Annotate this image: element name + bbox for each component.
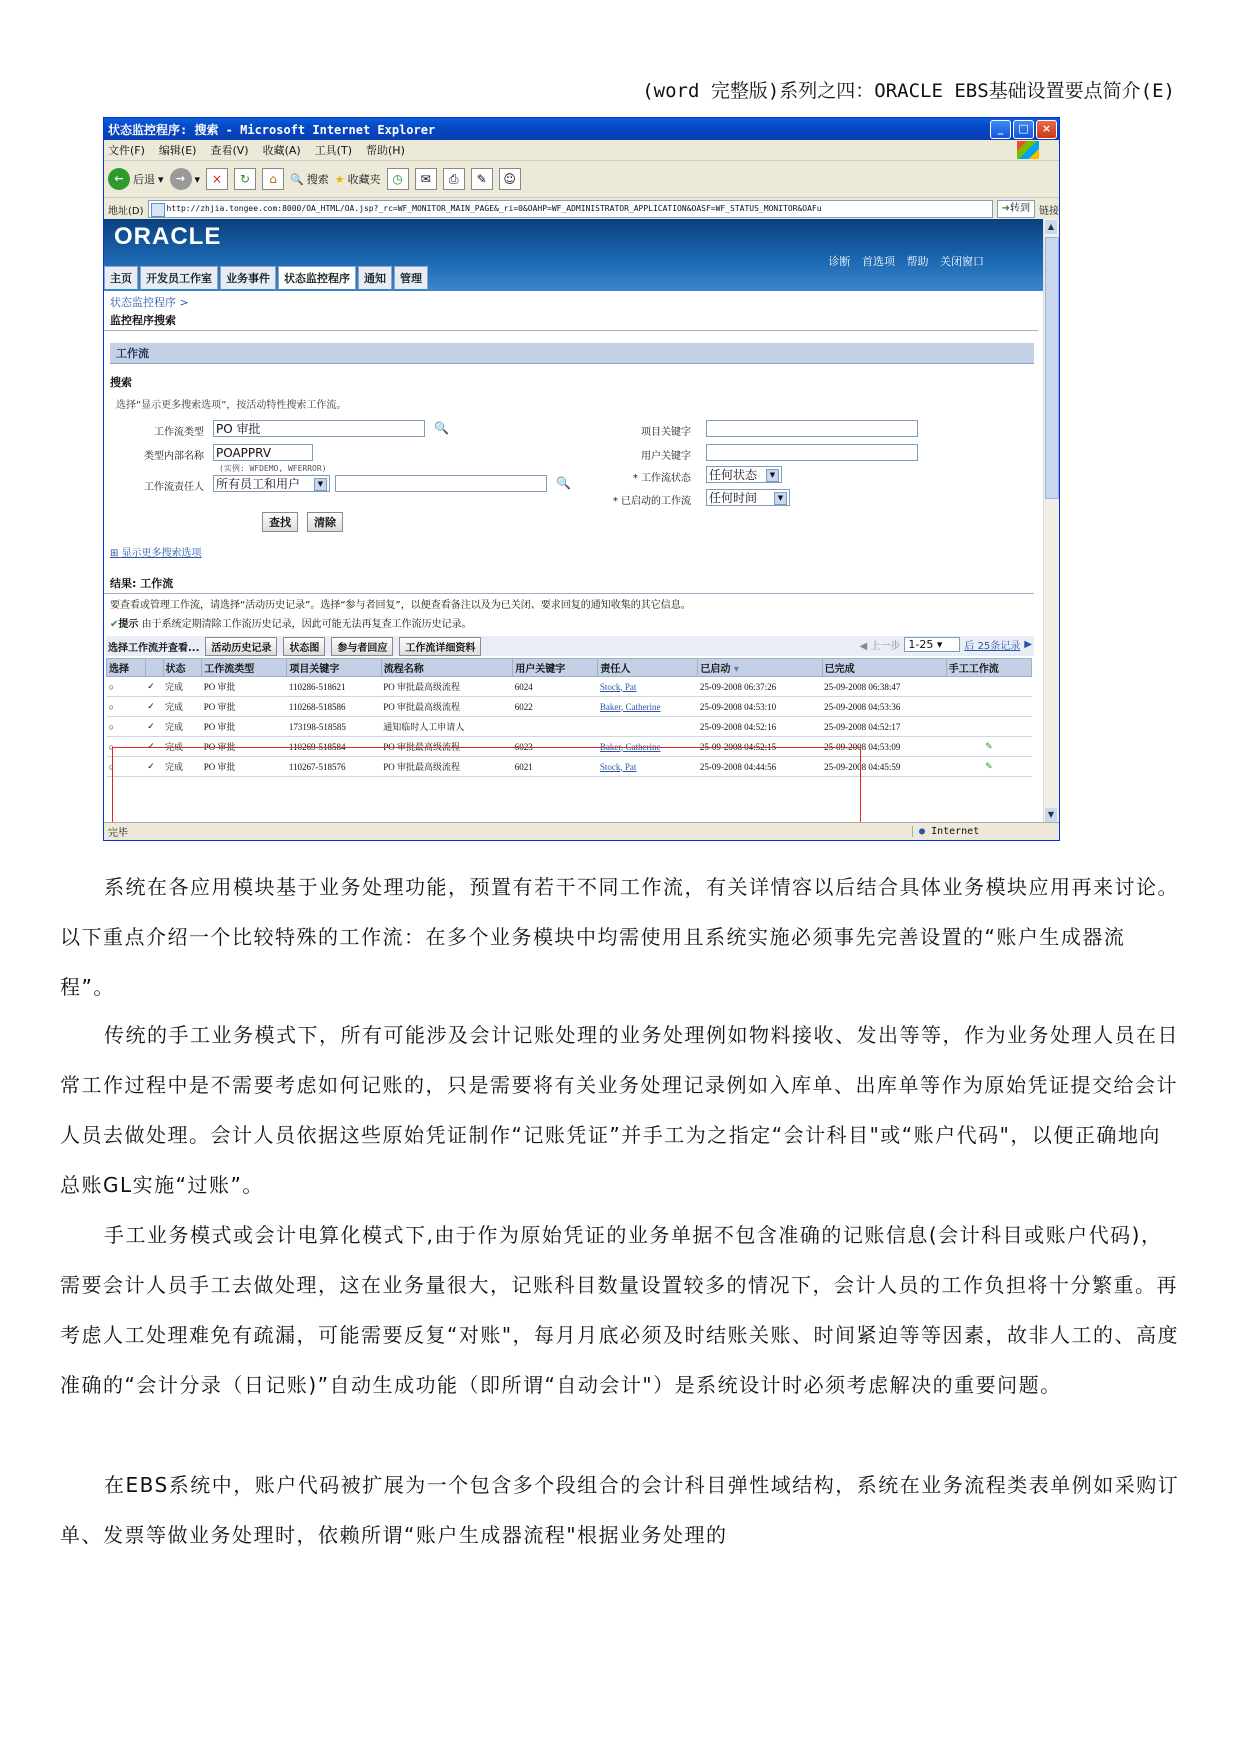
menu-file[interactable]: 文件(F) xyxy=(108,144,145,157)
manual-workflow-icon[interactable]: ✎ xyxy=(946,737,1031,757)
section-header: 工作流 xyxy=(110,343,1034,364)
row-status: 完成 xyxy=(163,677,202,697)
zone-text: ● Internet xyxy=(912,826,1059,837)
row-type: PO 审批 xyxy=(202,737,287,757)
paragraph-2: 传统的手工业务模式下，所有可能涉及会计记账处理的业务处理例如物料接收、发出等等，作为业务处理人员在日常工作过程中是不需要考虑如何记账的，只是需要将有关业务处理记录例如入库单、出库单等作为原始凭证提交给会计人员去做处理。会计人员依据这些原始凭证制作“记账凭证”并手工为之指定“会计科目"或“账户代码"，以便正确地向总账GL实施“过账”。 xyxy=(60,1023,1179,1197)
forward-button[interactable]: → ▾ xyxy=(170,168,201,190)
owner-label: 工作流责任人 xyxy=(144,482,204,493)
link-close-window[interactable]: 关闭窗口 xyxy=(940,255,984,268)
home-icon[interactable]: ⌂ xyxy=(262,168,284,190)
range-select[interactable]: 1-25 ▾ xyxy=(904,637,960,652)
page-content xyxy=(104,219,1044,823)
url-field[interactable]: http://zhjia.tongee.com:8000/OA_HTML/OA.jsp?_rc=WF_MONITOR_MAIN_PAGE&_ri=0&OAHP=WF_ADMINISTRATOR_APPLICATION&OASF=WF_STATUS_MONITOR&OAFu xyxy=(148,200,993,218)
row-item-key: 110267-518576 xyxy=(287,757,381,777)
wf-status-label: * 工作流状态 xyxy=(632,473,691,484)
activity-history-button[interactable]: 活动历史记录 xyxy=(205,637,277,656)
action-bar xyxy=(106,636,1034,656)
favorites-button[interactable]: ★ 收藏夹 xyxy=(334,172,381,186)
row-item-key: 110286-518621 xyxy=(287,677,381,697)
row-status: 完成 xyxy=(163,737,202,757)
stop-icon[interactable]: × xyxy=(206,168,228,190)
row-status: 完成 xyxy=(163,717,202,737)
back-arrow-icon: ← xyxy=(108,168,130,190)
row-item-key: 110268-518586 xyxy=(287,697,381,717)
table-row xyxy=(107,677,1032,697)
minimize-button[interactable]: _ xyxy=(990,120,1011,139)
manual-workflow-icon[interactable]: ✎ xyxy=(946,757,1031,777)
breadcrumb[interactable]: 状态监控程序 > xyxy=(110,296,189,309)
link-preferences[interactable]: 首选项 xyxy=(862,255,895,268)
row-type: PO 审批 xyxy=(202,697,287,717)
go-search-button[interactable]: 查找 xyxy=(262,512,298,532)
menu-favorites[interactable]: 收藏(A) xyxy=(262,144,301,157)
col-type: 工作流类型 xyxy=(202,659,287,677)
wf-type-label: 工作流类型 xyxy=(154,427,204,438)
row-process: 通知临时人工申请人 xyxy=(381,717,513,737)
refresh-icon[interactable]: ↻ xyxy=(234,168,256,190)
menu-help[interactable]: 帮助(H) xyxy=(366,144,405,157)
tab-developer-studio[interactable]: 开发员工作室 xyxy=(140,266,218,289)
col-manual: 手工工作流 xyxy=(946,659,1031,677)
row-owner-link[interactable]: Stock, Pat xyxy=(598,757,698,777)
wf-status-select[interactable]: 任何状态 ▼ xyxy=(706,466,782,483)
table-row xyxy=(107,717,1032,737)
browser-window xyxy=(103,117,1060,841)
row-started: 25-09-2008 04:53:10 xyxy=(698,697,822,717)
tab-home[interactable]: 主页 xyxy=(104,266,138,289)
chevron-down-icon: ▼ xyxy=(766,469,779,482)
col-item-key: 项目关键字 xyxy=(287,659,381,677)
clear-button[interactable]: 清除 xyxy=(307,512,343,532)
tip-line: ✔提示 由于系统定期清除工作流历史记录，因此可能无法再复查工作流历史记录。 xyxy=(110,619,472,630)
row-completed: 25-09-2008 04:45:59 xyxy=(822,757,946,777)
menu-bar xyxy=(104,140,1059,161)
chevron-down-icon: ▼ xyxy=(774,492,787,505)
history-icon[interactable]: ◷ xyxy=(387,168,409,190)
messenger-icon[interactable]: ☺ xyxy=(499,168,521,190)
star-icon: ★ xyxy=(334,172,345,186)
row-started: 25-09-2008 04:52:15 xyxy=(698,737,822,757)
row-process: PO 审批最高级流程 xyxy=(381,737,513,757)
internal-name-label: 类型内部名称 xyxy=(144,451,204,462)
row-type: PO 审批 xyxy=(202,677,287,697)
mail-icon[interactable]: ✉ xyxy=(415,168,437,190)
row-started: 25-09-2008 06:37:26 xyxy=(698,677,822,697)
status-diagram-button[interactable]: 状态图 xyxy=(283,637,325,656)
row-started: 25-09-2008 04:44:56 xyxy=(698,757,822,777)
row-type: PO 审批 xyxy=(202,717,287,737)
row-manual xyxy=(946,717,1031,737)
paragraph-1: 系统在各应用模块基于业务处理功能，预置有若干不同工作流，有关详情容以后结合具体业务模块应用再来讨论。以下重点介绍一个比较特殊的工作流：在多个业务模块中均需使用且系统实施必须事先完善设置的“账户生成器流程”。 xyxy=(60,875,1179,999)
col-status: 状态 xyxy=(163,659,202,677)
link-help[interactable]: 帮助 xyxy=(906,255,929,268)
search-form xyxy=(104,415,1044,540)
next-arrow-icon[interactable]: ▶ xyxy=(1024,639,1032,650)
tab-business-events[interactable]: 业务事件 xyxy=(220,266,276,289)
col-user-key: 用户关键字 xyxy=(513,659,598,677)
row-user-key xyxy=(513,717,598,737)
window-title: 状态监控程序: 搜索 - Microsoft Internet Explorer xyxy=(108,122,436,137)
toolbar xyxy=(104,161,1059,198)
document-header: (word 完整版)系列之四：ORACLE EBS基础设置要点简介(E) xyxy=(642,80,1175,102)
row-user-key: 6023 xyxy=(513,737,598,757)
col-select: 选择 xyxy=(107,659,146,677)
owner-select[interactable]: 所有员工和用户 ▼ xyxy=(213,475,330,492)
forward-arrow-icon: → xyxy=(170,168,192,190)
close-button[interactable]: × xyxy=(1036,120,1057,139)
row-user-key: 6021 xyxy=(513,757,598,777)
row-owner-link[interactable]: Baker, Catherine xyxy=(598,737,698,757)
search-note: 选择“显示更多搜索选项”，按活动特性搜索工作流。 xyxy=(116,400,347,411)
maximize-button[interactable]: □ xyxy=(1013,120,1034,139)
row-radio[interactable]: ○ xyxy=(107,737,146,757)
row-status: 完成 xyxy=(163,757,202,777)
address-label: 地址(D) xyxy=(108,205,144,217)
row-check-icon: ✓ xyxy=(145,757,163,777)
more-options-link[interactable]: ⊞ 显示更多搜索选项 xyxy=(110,548,202,559)
tab-notifications[interactable]: 通知 xyxy=(358,266,392,289)
row-manual xyxy=(946,697,1031,717)
row-radio[interactable]: ○ xyxy=(107,757,146,777)
row-user-key: 6024 xyxy=(513,677,598,697)
tab-bar xyxy=(104,266,428,289)
address-bar xyxy=(104,198,1059,221)
next-link[interactable]: 后 25条记录 xyxy=(964,641,1021,652)
windows-logo-icon xyxy=(1017,141,1039,159)
col-started[interactable]: 已启动 ▾ xyxy=(698,659,822,677)
participant-responses-button[interactable]: 参与者回应 xyxy=(331,637,393,656)
results-heading: 结果: 工作流 xyxy=(104,563,1034,594)
search-heading: 搜索 xyxy=(110,376,132,389)
row-owner-link[interactable] xyxy=(598,717,698,737)
col-owner: 责任人 xyxy=(598,659,698,677)
item-key-input[interactable] xyxy=(706,420,918,437)
title-bar xyxy=(104,118,1059,140)
go-button[interactable]: ➜转到 xyxy=(997,200,1035,218)
row-owner-link[interactable]: Baker, Catherine xyxy=(598,697,698,717)
row-manual xyxy=(946,677,1031,697)
internal-name-input[interactable]: POAPPRV xyxy=(213,444,313,461)
tab-status-monitor[interactable]: 状态监控程序 xyxy=(278,266,356,289)
menu-tools[interactable]: 工具(T) xyxy=(314,144,352,157)
chevron-down-icon: ▼ xyxy=(314,478,327,491)
row-user-key: 6022 xyxy=(513,697,598,717)
print-icon[interactable]: ⎙ xyxy=(443,168,465,190)
table-row xyxy=(107,757,1032,777)
row-completed: 25-09-2008 06:38:47 xyxy=(822,677,946,697)
row-check-icon: ✓ xyxy=(145,717,163,737)
results-table xyxy=(106,658,1032,777)
tab-administration[interactable]: 管理 xyxy=(394,266,428,289)
col-process: 流程名称 xyxy=(381,659,513,677)
row-completed: 25-09-2008 04:52:17 xyxy=(822,717,946,737)
search-icon: 🔍 xyxy=(290,172,304,186)
globe-icon: ● xyxy=(919,826,926,837)
row-check-icon: ✓ xyxy=(145,677,163,697)
global-links xyxy=(821,253,985,269)
menu-view[interactable]: 查看(V) xyxy=(210,144,249,157)
started-select[interactable]: 任何时间 ▼ xyxy=(706,489,790,506)
row-started: 25-09-2008 04:52:16 xyxy=(698,717,822,737)
table-row xyxy=(107,737,1032,757)
row-check-icon: ✓ xyxy=(145,737,163,757)
vertical-scrollbar[interactable] xyxy=(1043,219,1059,823)
scroll-thumb[interactable] xyxy=(1045,237,1059,499)
sort-down-icon: ▾ xyxy=(733,664,739,675)
wf-type-input[interactable]: PO 审批 xyxy=(213,420,425,437)
row-completed: 25-09-2008 04:53:36 xyxy=(822,697,946,717)
row-radio[interactable]: ○ xyxy=(107,717,146,737)
links-label[interactable]: 链接 xyxy=(1039,205,1059,217)
scroll-down-icon[interactable]: ▼ xyxy=(1045,808,1057,822)
owner-search-icon[interactable]: 🔍 xyxy=(556,476,571,490)
row-owner-link[interactable]: Stock, Pat xyxy=(598,677,698,697)
oracle-logo: ORACLE xyxy=(114,223,222,250)
row-check-icon: ✓ xyxy=(145,697,163,717)
started-label: * 已启动的工作流 xyxy=(612,496,691,507)
search-lov-icon[interactable]: 🔍 xyxy=(434,421,449,435)
link-diagnostics[interactable]: 诊断 xyxy=(828,255,851,268)
item-key-label: 项目关键字 xyxy=(641,427,691,438)
paragraph-4: 在EBS系统中，账户代码被扩展为一个包含多个段组合的会计科目弹性域结构，系统在业务流程类表单例如采购订单、发票等做业务处理时，依赖所谓“账户生成器流程"根据业务处理的 xyxy=(60,1473,1180,1547)
select-label: 选择工作流并查看... xyxy=(108,642,200,654)
row-item-key: 173198-518585 xyxy=(287,717,381,737)
row-radio[interactable]: ○ xyxy=(107,677,146,697)
row-type: PO 审批 xyxy=(202,757,287,777)
results-note: 要查看或管理工作流，请选择“活动历史记录”。选择“参与者回复”，以便查看备注以及为已关闭、要求回复的通知收集的其它信息。 xyxy=(110,600,691,611)
row-status: 完成 xyxy=(163,697,202,717)
previous-link[interactable]: ◀ 上一步 xyxy=(859,641,901,652)
workflow-details-button[interactable]: 工作流详细资料 xyxy=(399,637,481,656)
row-process: PO 审批最高级流程 xyxy=(381,697,513,717)
user-key-label: 用户关键字 xyxy=(641,451,691,462)
col-completed: 已完成 xyxy=(822,659,946,677)
scroll-up-icon[interactable]: ▲ xyxy=(1045,220,1057,234)
row-radio[interactable]: ○ xyxy=(107,697,146,717)
status-bar xyxy=(104,822,1059,840)
owner-name-input[interactable] xyxy=(335,475,547,492)
page-title: 监控程序搜索 xyxy=(104,310,1038,331)
go-arrow-icon: ➜ xyxy=(1001,203,1010,214)
col-check xyxy=(145,659,163,677)
internal-name-hint: (实例: WFDEMO, WFERROR) xyxy=(219,464,327,473)
user-key-input[interactable] xyxy=(706,444,918,461)
check-icon: ✔ xyxy=(110,619,119,630)
table-row xyxy=(107,697,1032,717)
search-button[interactable]: 🔍 搜索 xyxy=(290,172,329,186)
edit-icon[interactable]: ✎ xyxy=(471,168,493,190)
row-process: PO 审批最高级流程 xyxy=(381,757,513,777)
back-button[interactable]: ← 后退 ▾ xyxy=(108,168,164,190)
oracle-banner xyxy=(104,219,1044,291)
row-process: PO 审批最高级流程 xyxy=(381,677,513,697)
pagination xyxy=(860,637,1032,652)
paragraph-3: 手工业务模式或会计电算化模式下,由于作为原始凭证的业务单据不包含准确的记账信息(会计科目或账户代码)，需要会计人员手工去做处理，这在业务量很大，记账科目数量设置较多的情况下，会计人员的工作负担将十分繁重。再考虑人工处理难免有疏漏，可能需要反复“对账"，每月月底必须及时结账关账、时间紧迫等等因素，故非人工的、高度准确的“会计分录（日记账)”自动生成功能（即所谓“自动会计"）是系统设计时必须考虑解决的重要问题。 xyxy=(60,1223,1180,1397)
row-item-key: 110269-518584 xyxy=(287,737,381,757)
menu-edit[interactable]: 编辑(E) xyxy=(158,144,197,157)
status-text: 完毕 xyxy=(108,828,128,839)
row-completed: 25-09-2008 04:53:09 xyxy=(822,737,946,757)
table-header-row xyxy=(107,659,1032,677)
